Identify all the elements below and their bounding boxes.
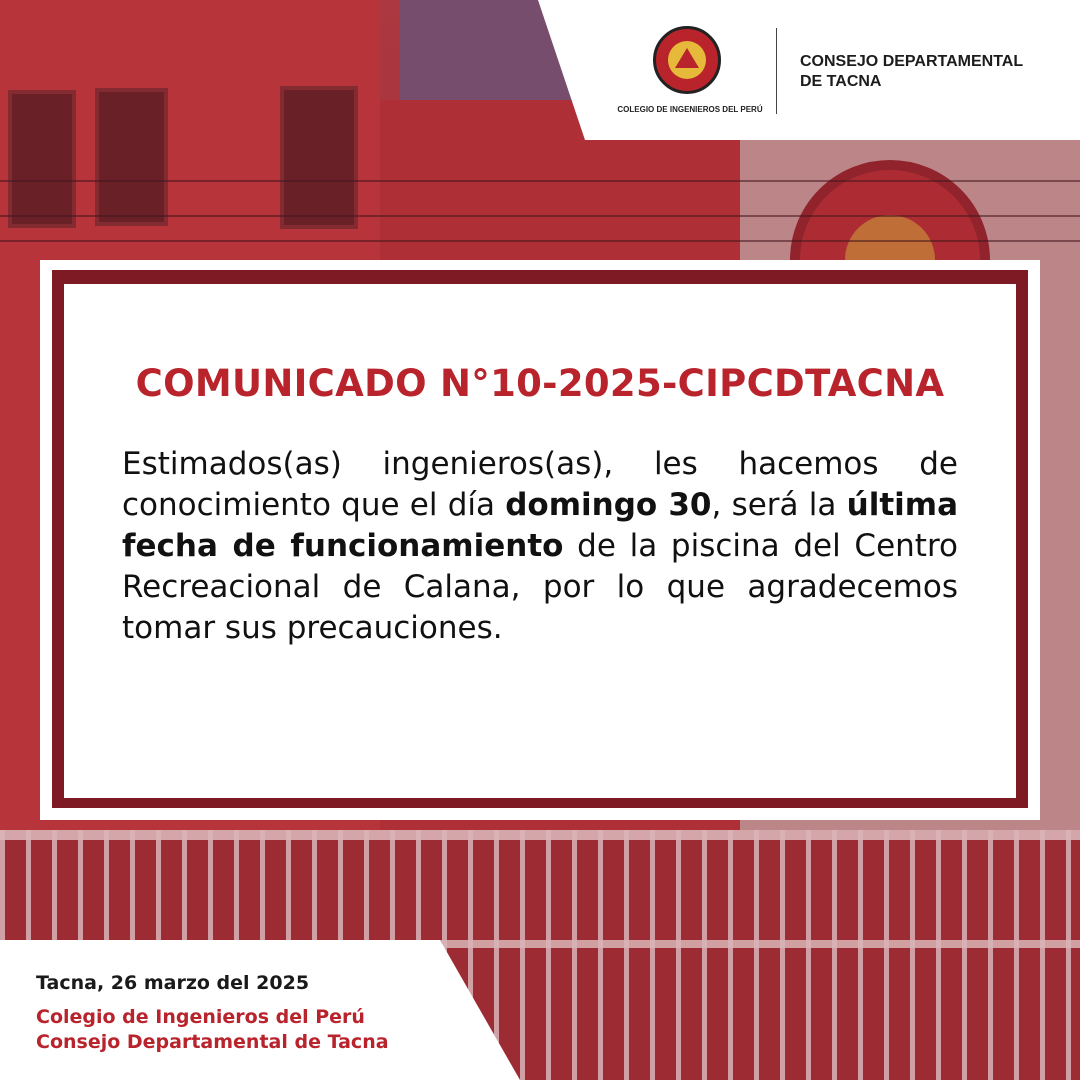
footer-org-line1: Colegio de Ingenieros del Perú — [36, 1006, 365, 1028]
council-title — [800, 52, 1023, 92]
logo-triangle — [675, 48, 699, 68]
header-banner — [0, 0, 1080, 140]
council-title-line2: DE TACNA — [800, 73, 882, 90]
notice-body — [122, 444, 958, 649]
header-divider — [776, 28, 777, 114]
notice-title: COMUNICADO N°10-2025-CIPCDTACNA — [135, 362, 945, 405]
notice-body-highlight: última fecha de funcionamiento — [122, 487, 958, 564]
footer-org-line2: Consejo Departamental de Tacna — [36, 1031, 389, 1053]
notice-body-text: de la piscina del Centro Recreacional de Calana, por lo que agradecemos tomar sus precauciones. — [122, 528, 958, 646]
notice-card — [64, 284, 1016, 798]
cip-logo-icon — [653, 26, 721, 94]
council-title-line1: CONSEJO DEPARTAMENTAL — [800, 53, 1024, 70]
footer-date: Tacna, 26 marzo del 2025 — [36, 972, 310, 994]
notice-body-highlight: domingo 30 — [505, 487, 712, 523]
logo-caption: COLEGIO DE INGENIEROS DEL PERÚ — [617, 105, 763, 114]
notice-body-text: Estimados(as) ingenieros(as), les hacemos de conocimiento que el día — [122, 446, 958, 523]
notice-body-text: , será la — [711, 487, 847, 523]
